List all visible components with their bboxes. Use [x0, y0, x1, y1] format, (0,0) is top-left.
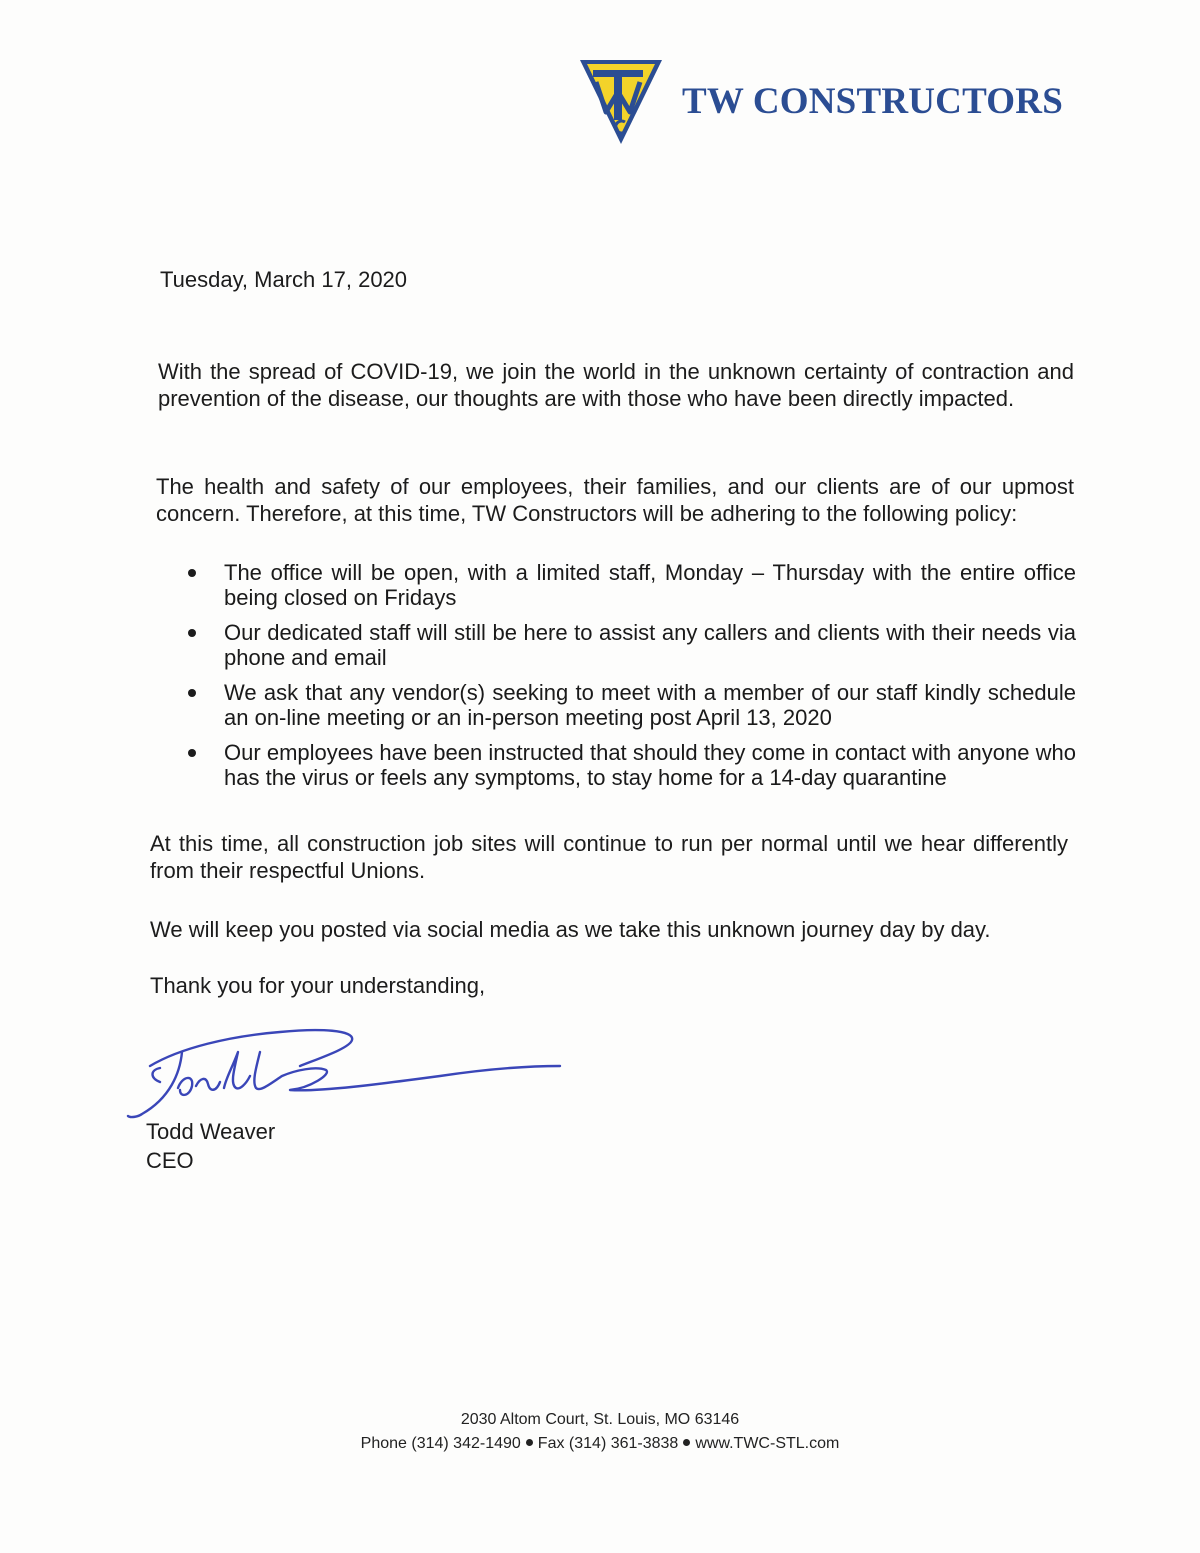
- footer-contact: [300, 1432, 900, 1456]
- separator-dot-icon: [526, 1439, 533, 1446]
- signer-title: CEO: [146, 1148, 194, 1173]
- list-item-text: The office will be open, with a limited staff, Monday – Thursday with the entire office being closed on Fridays: [224, 560, 1076, 610]
- footer-address: 2030 Altom Court, St. Louis, MO 63146: [460, 1411, 740, 1428]
- handwritten-signature-icon: [120, 1018, 570, 1128]
- list-item: [186, 620, 1076, 670]
- list-item: [186, 740, 1076, 790]
- footer: [300, 1408, 900, 1456]
- signer-name: Todd Weaver: [146, 1119, 276, 1144]
- bullet-icon: [188, 749, 196, 757]
- footer-website: www.TWC-STL.com: [695, 1435, 840, 1452]
- tw-triangle-logo-icon: [578, 58, 664, 146]
- bullet-icon: [188, 629, 196, 637]
- policy-intro-paragraph: The health and safety of our employees, their families, and our clients are of our upmost concern. Therefore, at this time, TW Constructors will be adhering to the following policy:: [156, 474, 1074, 526]
- policy-list: [186, 560, 1076, 800]
- list-item: [186, 560, 1076, 610]
- separator-dot-icon: [683, 1439, 690, 1446]
- bullet-icon: [188, 569, 196, 577]
- list-item-text: Our employees have been instructed that should they come in contact with anyone who has the virus or feels any symptoms, to stay home for a 14-day quarantine: [224, 740, 1076, 790]
- bullet-icon: [188, 689, 196, 697]
- list-item-text: Our dedicated staff will still be here to assist any callers and clients with their needs via phone and email: [224, 620, 1076, 670]
- list-item-text: We ask that any vendor(s) seeking to meet with a member of our staff kindly schedule an on-line meeting or an in-person meeting post April 13, 2020: [224, 680, 1076, 730]
- job-sites-paragraph: At this time, all construction job sites will continue to run per normal until we hear differently from their respectful Unions.: [150, 831, 1068, 883]
- letter-date: Tuesday, March 17, 2020: [160, 267, 408, 292]
- intro-paragraph: With the spread of COVID-19, we join the world in the unknown certainty of contraction and prevention of the disease, our thoughts are with those who have been directly impacted.: [158, 359, 1074, 411]
- social-media-paragraph: We will keep you posted via social media as we take this unknown journey day by day.: [150, 917, 991, 942]
- footer-fax: Fax (314) 361-3838: [537, 1435, 679, 1452]
- footer-phone: Phone (314) 342-1490: [360, 1435, 521, 1452]
- letterhead: [578, 58, 1078, 148]
- closing-line: Thank you for your understanding,: [150, 973, 486, 998]
- list-item: [186, 680, 1076, 730]
- company-name: TW CONSTRUCTORS: [682, 81, 1063, 122]
